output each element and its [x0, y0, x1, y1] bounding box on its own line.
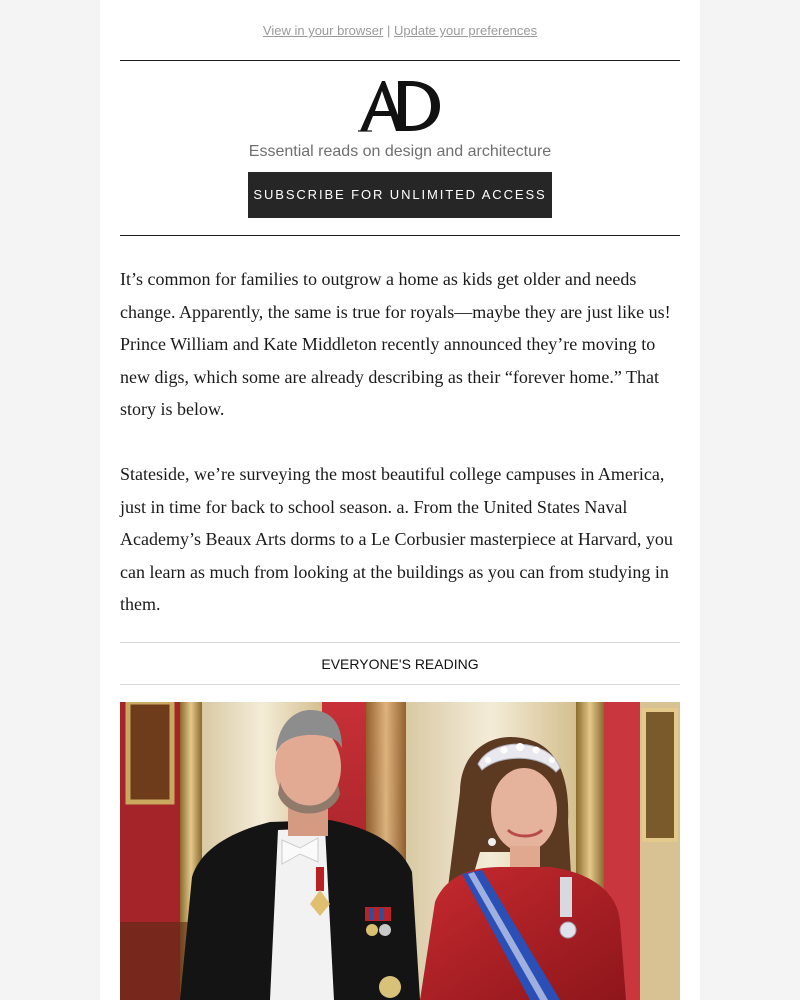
- intro-paragraph-2: Stateside, we’re surveying the most beautiful college campuses in America, just in time for back to school season. a. From the United States Naval Academy’s Beaux Arts dorms to a Le Corbusier masterpiece at Harvard, you can learn as much from looking at the buildings as you can from studying in them.: [120, 464, 673, 614]
- featured-article-image[interactable]: [120, 702, 680, 1000]
- update-preferences-link[interactable]: Update your preferences: [393, 23, 538, 38]
- view-in-browser-link[interactable]: View in your browser: [262, 23, 384, 38]
- royal-couple-photo: [120, 702, 680, 1000]
- newsletter-tagline: Essential reads on design and architecture: [248, 143, 552, 160]
- preheader-links: [100, 22, 700, 40]
- email-container: [100, 0, 700, 1000]
- header-divider: [120, 60, 680, 61]
- ad-logo[interactable]: [358, 78, 442, 134]
- ad-logo-icon: [358, 78, 442, 134]
- section-title: EVERYONE'S READING: [321, 656, 479, 672]
- section-divider-bottom: [120, 684, 680, 685]
- masthead-divider: [120, 235, 680, 236]
- section-divider-top: [120, 642, 680, 643]
- intro-paragraph-1: It’s common for families to outgrow a home as kids get older and needs change. Apparently, the same is true for royals—maybe they are just like us! Prince William and Kate Middleton recently announced they’re moving to new digs, which some are already describing as their “forever home.” That story is below.: [120, 269, 671, 419]
- subscribe-button[interactable]: SUBSCRIBE FOR UNLIMITED ACCESS: [248, 172, 552, 218]
- link-separator: |: [386, 23, 391, 38]
